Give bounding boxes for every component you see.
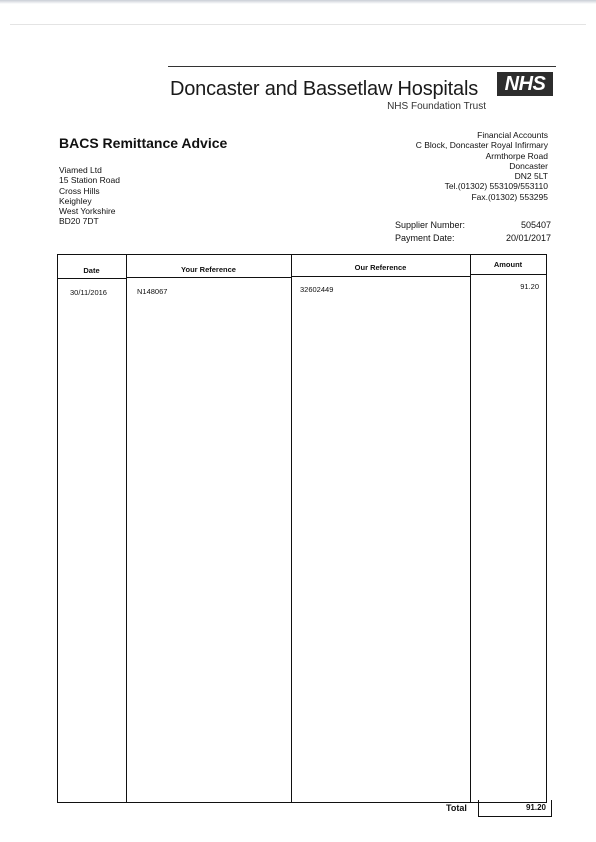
payment-date-label: Payment Date: xyxy=(395,233,455,243)
supplier-address-line: Keighley xyxy=(59,195,92,206)
scan-shadow-line xyxy=(10,24,586,25)
trust-name: NHS Foundation Trust xyxy=(387,101,486,112)
supplier-address xyxy=(59,165,120,227)
finance-address-line: Armthorpe Road xyxy=(485,150,548,161)
column-divider xyxy=(470,254,471,803)
header-rule xyxy=(168,66,556,67)
nhs-logo: NHS xyxy=(497,72,553,96)
supplier-address-line: Viamed Ltd xyxy=(59,165,102,175)
row-date: 30/11/2016 xyxy=(70,288,107,297)
finance-address-line: Doncaster xyxy=(509,160,548,171)
finance-address-line: C Block, Doncaster Royal Infirmary xyxy=(415,140,548,151)
header-divider xyxy=(126,277,292,278)
supplier-address-line: BD20 7DT xyxy=(59,216,99,227)
header-divider xyxy=(470,274,546,275)
document-title: BACS Remittance Advice xyxy=(59,135,228,151)
organisation-name: Doncaster and Bassetlaw Hospitals xyxy=(170,78,478,100)
row-our-reference: 32602449 xyxy=(300,285,334,294)
remittance-table xyxy=(57,254,547,803)
finance-address-line: Financial Accounts xyxy=(477,130,548,140)
header-your-reference: Your Reference xyxy=(181,265,236,274)
row-amount: 91.20 xyxy=(520,282,539,291)
header-amount: Amount xyxy=(493,260,523,269)
column-divider xyxy=(291,254,292,803)
finance-address-line: Tel.(01302) 553109/553110 xyxy=(444,181,548,192)
header-divider xyxy=(57,278,127,279)
finance-address xyxy=(416,130,548,202)
row-your-reference: N148067 xyxy=(137,287,168,296)
supplier-address-line: Cross Hills xyxy=(59,185,100,196)
supplier-address-line: West Yorkshire xyxy=(59,206,116,217)
column-divider xyxy=(126,254,127,803)
payment-date-value: 20/01/2017 xyxy=(505,233,551,243)
total-label: Total xyxy=(446,803,467,813)
supplier-number-value: 505407 xyxy=(520,220,551,230)
total-value: 91.20 xyxy=(525,803,546,812)
finance-address-line: Fax.(01302) 553295 xyxy=(471,191,548,202)
scan-top-edge xyxy=(0,0,596,4)
header-date: Date xyxy=(83,266,100,275)
finance-address-line: DN2 5LT xyxy=(514,171,548,182)
header-our-reference: Our Reference xyxy=(354,263,407,272)
supplier-address-line: 15 Station Road xyxy=(59,175,120,186)
header-divider xyxy=(291,276,471,277)
supplier-number-label: Supplier Number: xyxy=(395,220,466,230)
total-box xyxy=(478,800,552,817)
table-border xyxy=(57,254,547,803)
